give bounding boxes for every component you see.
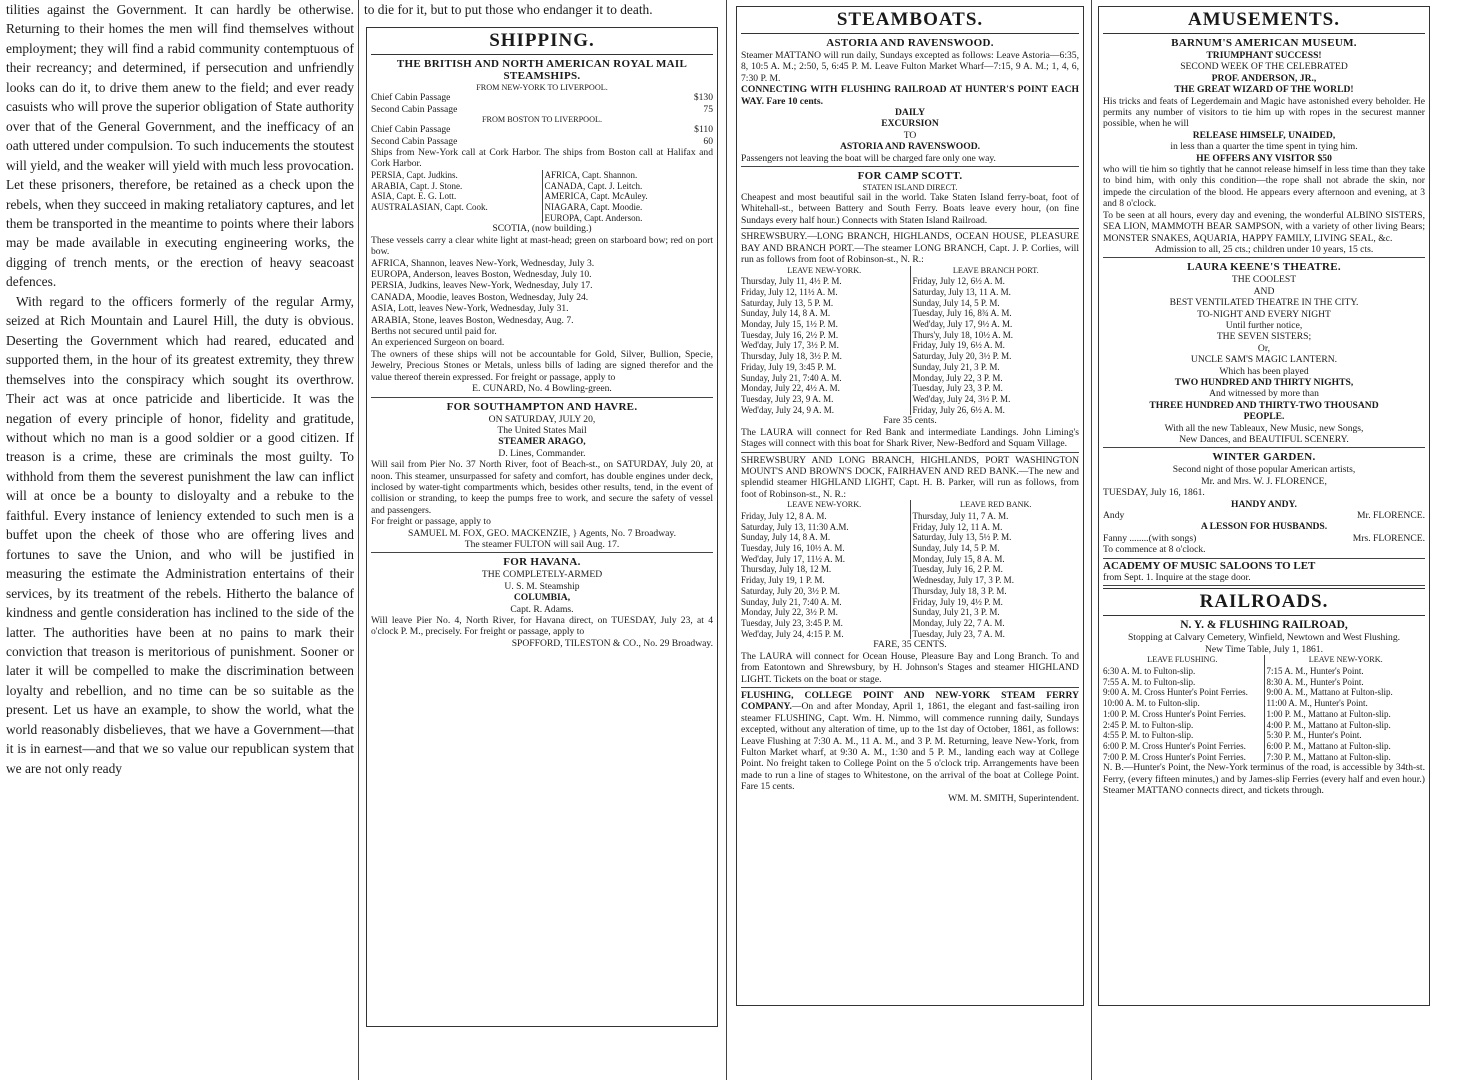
- timetable-row: Monday, July 22, 3 P. M.: [912, 372, 1003, 383]
- keene-line: AND: [1253, 285, 1275, 297]
- keene-dances: New Dances, and BEAUTIFUL SCENERY.: [1179, 434, 1349, 445]
- timetable-row: Sunday, July 21, 3 P. M.: [912, 607, 1000, 618]
- havana-ad: [371, 556, 713, 649]
- timetable-row: Saturday, July 20, 3½ P. M.: [741, 585, 840, 596]
- timetable-row: Tuesday, July 23, 3 P. M.: [912, 383, 1003, 394]
- timetable-row: Sunday, July 21, 3 P. M.: [912, 361, 1000, 372]
- astoria-daily: DAILY: [894, 107, 926, 119]
- winter-garden-ad: [1103, 451, 1425, 558]
- flushing-body: —On and after Monday, April 1, 1861, the elegant and fast-sailing iron steamer FLUSHING, Capt. Wm. H. Nimmo, will commence running daily, Sundays excepted, without any alteration of time, up to the 1st day of October, 1861, as follows: Leave Flushing at 7:30 A. M., 11 A. M., and 3 P. M. Returning, leave New-York, from Fulton Market wharf, at 9:30 A. M., 1:30 and 5 P. M., landing each way at College Point. No freight taken to College Point on the 5 o'clock trip. Arrangements have been made to run a line of stages to Whitestone, on the arrival of the boat at College Point. Fare 15 cents.: [741, 701, 1079, 793]
- keene-line: THREE HUNDRED AND THIRTY-TWO THOUSAND: [1149, 399, 1379, 411]
- fare-row: Chief Cabin Passage $110: [371, 124, 713, 136]
- keene-line: UNCLE SAM'S MAGIC LANTERN.: [1190, 354, 1338, 366]
- cunard-ad: [371, 58, 713, 397]
- havana-line: THE COMPLETELY-ARMED: [481, 569, 603, 581]
- shrewsbury-ad: [741, 231, 1079, 452]
- timetable-row: Sunday, July 21, 7:40 A. M.: [741, 372, 842, 383]
- timetable-row: Wed'day, July 24, 9 A. M.: [741, 404, 835, 415]
- fare-row: Chief Cabin Passage $130: [371, 92, 713, 104]
- flushing-railroad-ad: [1103, 619, 1425, 796]
- scotia-note: SCOTIA, (now building.): [492, 223, 592, 235]
- railroad-stops: Stopping at Calvary Cemetery, Winfield, Newtown and West Flushing.: [1127, 632, 1401, 644]
- winter-line: TUESDAY, July 16, 1861.: [1103, 487, 1205, 499]
- timetable-row: Friday, July 26, 6½ A. M.: [912, 404, 1005, 415]
- barnum-ad: [1103, 37, 1425, 258]
- keene-line: THE SEVEN SISTERS;: [1216, 331, 1312, 343]
- timetable-row: Friday, July 12, 6½ A. M.: [912, 276, 1005, 287]
- cunard-sign: E. CUNARD, No. 4 Bowling-green.: [472, 383, 612, 395]
- railroad-table: New Time Table, July 1, 1861.: [1204, 643, 1323, 655]
- cunard-body: EUROPA, Anderson, leaves Boston, Wednesday, July 10.: [371, 269, 592, 281]
- barnum-quarter: in less than a quarter the time spent in tying him.: [1170, 141, 1358, 153]
- keene-line: THE COOLEST: [1231, 274, 1297, 286]
- timetable-header: LEAVE RED BANK.: [960, 500, 1032, 510]
- timetable-row: Friday, July 12, 11½ A. M.: [741, 286, 838, 297]
- amusements-column: [1094, 0, 1434, 1080]
- timetable-row: Friday, July 19, 1 P. M.: [741, 575, 825, 586]
- editorial-paragraph-1: tilities against the Government. It can hardly be otherwise. Returning to their homes the men will find themselves without employment; they will find a rabid community contemptuous of their recreancy; and determined, if persecution and unfriendly looks can do it, to drive them anew to the field; and ever ready casuists who will prove the superior obligation of State authority over that of the General Government, and the inefficacy of an oath uttered under compulsion. To such inducements the stoutest will yield, and the weaker will yield with much less provocation. Let these prisoners, therefore, be retained as a check upon the rebels, when they succeed in making retaliatory captures, and let them be transported in the meantime to points where their labors may be made available in executing engineering works, the digging of trench ments, or the erection of heavy seacoast defences.: [6, 2, 354, 290]
- havre-title: FOR SOUTHAMPTON AND HAVRE.: [446, 400, 638, 413]
- editorial-continuation: to die for it, but to put those who endanger it to death.: [364, 2, 653, 17]
- winter-line: Second night of those popular American artists,: [1172, 464, 1356, 476]
- timetable-row: Saturday, July 13, 5 P. M.: [741, 297, 834, 308]
- keene-line: Which has been played: [1219, 365, 1309, 377]
- cunard-body: PERSIA, Judkins, leaves New-York, Wednesday, July 17.: [371, 280, 593, 292]
- ship-name: AUSTRALASIAN, Capt. Cook.: [371, 202, 488, 212]
- barnum-offers: HE OFFERS ANY VISITOR $50: [1196, 152, 1332, 164]
- keene-line: PEOPLE.: [1243, 411, 1285, 423]
- keene-line: TO-NIGHT AND EVERY NIGHT: [1197, 308, 1331, 320]
- astoria-title: ASTORIA AND RAVENSWOOD.: [826, 37, 994, 49]
- keene-line: Until further notice,: [1225, 319, 1303, 331]
- railroad-note: N. B.—Hunter's Point, the New-York terminus of the road, is accessible by 34th-st. Ferry, (every fifteen minutes,) and by James-slip Ferries (every half and even hour.) Steamer MATTANO connects direct, and tickets through.: [1103, 762, 1425, 797]
- timetable-row: 6:00 P. M. Cross Hunter's Point Ferries.: [1103, 740, 1246, 751]
- havana-sign: SPOFFORD, TILESTON & CO., No. 29 Broadway.: [511, 637, 713, 649]
- cunard-body: These vessels carry a clear white light at mast-head; green on starboard bow; red on port bow.: [371, 234, 713, 258]
- barnum-body-2: who will tie him so tightly that he cannot release himself in less time than they take to bind him, with only this condition—the rope shall not abrade the skin, nor impede the circulation of the blood. He appears every afternoon and evening, at 3 and 8 o'clock.: [1103, 164, 1425, 210]
- railroads-heading: RAILROADS.: [1103, 588, 1425, 616]
- timetable-row: 1:00 P. M. Cross Hunter's Point Ferries.: [1103, 708, 1246, 719]
- havre-line: STEAMER ARAGO,: [498, 436, 586, 448]
- timetable-row: Tuesday, July 16, 2 P. M.: [912, 564, 1003, 575]
- timetable-row: 7:00 P. M. Cross Hunter's Point Ferries.: [1103, 751, 1246, 762]
- timetable-row: Monday, July 15, 1½ P. M.: [741, 319, 838, 330]
- ship-name: AMERICA, Capt. McAuley.: [544, 191, 648, 202]
- timetable-row: Monday, July 15, 8 A. M.: [912, 553, 1005, 564]
- camp-scott-ad: [741, 170, 1079, 229]
- timetable-row: 8:30 A. M., Hunter's Point.: [1266, 676, 1364, 687]
- cunard-body: The owners of these ships will not be accountable for Gold, Silver, Bullion, Specie, Jewelry, Precious Stones or Metals, unless bills of lading are signed therefor and the value thereof therein expressed. For freight or passage, apply to: [371, 348, 713, 383]
- keene-line: Or,: [1257, 342, 1271, 354]
- timetable-row: Tuesday, July 23, 3:45 P. M.: [741, 617, 843, 628]
- timetable-row: 7:30 P. M., Mattano at Fulton-slip.: [1266, 751, 1391, 762]
- timetable-row: Saturday, July 13, 5½ P. M.: [912, 532, 1012, 543]
- timetable-row: Saturday, July 13, 11 A. M.: [912, 286, 1011, 297]
- cunard-route-2: FROM BOSTON TO LIVERPOOL.: [481, 115, 603, 125]
- timetable-row: Tuesday, July 16, 2½ P. M.: [741, 329, 839, 340]
- winter-line: Mr. and Mrs. W. J. FLORENCE,: [1201, 475, 1327, 487]
- timetable-row: Wed'day, July 17, 3½ P. M.: [741, 340, 839, 351]
- shipping-section: [366, 27, 718, 1027]
- cunard-title: THE BRITISH AND NORTH AMERICAN ROYAL MAIL STEAMSHIPS.: [396, 58, 688, 83]
- timetable-row: 2:45 P. M. to Fulton-slip.: [1103, 719, 1194, 730]
- havre-agents: SAMUEL M. FOX, GEO. MACKENZIE, } Agents, No. 7 Broadway.: [408, 527, 676, 539]
- timetable-row: 11:00 A. M., Hunter's Point.: [1266, 698, 1368, 709]
- havre-line: ON SATURDAY, JULY 20,: [488, 413, 596, 425]
- timetable-row: Sunday, July 21, 7:40 A. M.: [741, 596, 842, 607]
- shrewsbury-timetable: [741, 266, 1079, 416]
- shrewsbury-title: SHREWSBURY.—LONG BRANCH, HIGHLANDS, OCEAN HOUSE, PLEASURE BAY AND BRANCH PORT.—The steamer LONG BRANCH, Capt. J. P. Corlies, will run as follows from foot of Robinson-st., N. R.:: [741, 231, 1079, 266]
- timetable-row: Thursday, July 18, 12 M.: [741, 564, 832, 575]
- amusements-section: [1098, 6, 1430, 1006]
- timetable-row: 5:30 P. M., Hunter's Point.: [1266, 730, 1362, 741]
- barnum-release: RELEASE HIMSELF, UNAIDED,: [1192, 129, 1336, 141]
- shrewsbury-note: The LAURA will connect for Red Bank and intermediate Landings. John Liming's Stages will connect with this boat for Shark River, New-Bedford and Squam Village.: [741, 426, 1079, 450]
- laura-keene-ad: [1103, 261, 1425, 448]
- havre-line: The United States Mail: [497, 424, 587, 436]
- railroad-title: N. Y. & FLUSHING RAILROAD,: [1180, 619, 1348, 632]
- steamboats-column: [732, 0, 1088, 1080]
- cunard-fleet: [371, 170, 713, 224]
- winter-line: To commence at 8 o'clock.: [1103, 544, 1206, 556]
- academy-ad: [1103, 561, 1425, 587]
- astoria-excursion: EXCURSION: [881, 118, 939, 130]
- barnum-body-1: His tricks and feats of Legerdemain and Magic have astonished every beholder. He permits any number of visitors to tie him up with ropes in the securest manner possible, when he will: [1103, 95, 1425, 130]
- ship-name: ARABIA, Capt. J. Stone.: [371, 180, 463, 191]
- camp-body: Cheapest and most beautiful sail in the world. Take Staten Island ferry-boat, foot of Whitehall-st., between Battery and South Ferry. Boats leave every hour, (on fine Sundays every half hour.) Connects with Staten Island Railroad.: [741, 192, 1079, 226]
- cunard-body: An experienced Surgeon on board.: [371, 337, 505, 349]
- timetable-header: LEAVE BRANCH PORT.: [952, 265, 1039, 275]
- amusements-heading: AMUSEMENTS.: [1103, 9, 1425, 34]
- timetable-row: 9:00 A. M., Mattano at Fulton-slip.: [1266, 687, 1393, 698]
- astoria-connect: CONNECTING WITH FLUSHING RAILROAD AT HUNTER'S POINT EACH WAY. Fare 10 cents.: [741, 84, 1079, 107]
- flushing-sign: WM. M. SMITH, Superintendent.: [948, 792, 1079, 804]
- timetable-row: Sunday, July 14, 8 A. M.: [741, 308, 831, 319]
- astoria-to: TO: [903, 129, 917, 141]
- ship-name: AFRICA, Capt. Shannon.: [544, 169, 638, 180]
- timetable-row: Monday, July 22, 7 A. M.: [912, 617, 1005, 628]
- timetable-row: 10:00 A. M. to Fulton-slip.: [1103, 698, 1200, 709]
- timetable-row: Friday, July 19, 6½ A. M.: [912, 340, 1005, 351]
- ship-name: CANADA, Capt. J. Leitch.: [544, 180, 643, 191]
- havana-body: Will leave Pier No. 4, North River, for Havana direct, on TUESDAY, July 23, at 4 o'clock P. M., precisely. For freight or passage, apply to: [371, 615, 713, 638]
- barnum-body-3: To be seen at all hours, every day and evening, the wonderful ALBINO SISTERS, SEA LION, MAMMOTH BEAR SAMPSON, with a variety of other living Bears; MONSTER SNAKES, AQUARIA, HAPPY FAMILY, LIVING SEAL, &c.: [1103, 209, 1425, 244]
- timetable-row: Thurs'y, July 18, 10½ A. M.: [912, 329, 1014, 340]
- timetable-row: Thursday, July 11, 4½ P. M.: [741, 276, 842, 287]
- timetable-row: Tuesday, July 16, 10½ A. M.: [741, 543, 845, 553]
- railroad-timetable: [1103, 655, 1425, 762]
- timetable-row: 6:00 P. M., Mattano at Fulton-slip.: [1266, 740, 1391, 751]
- keene-line: BEST VENTILATED THEATRE IN THE CITY.: [1169, 297, 1359, 309]
- shipping-column: [362, 0, 722, 1080]
- column-rule: [726, 0, 727, 1080]
- cunard-body: ASIA, Lott, leaves New-York, Wednesday, July 31.: [371, 303, 569, 315]
- timetable-row: Monday, July 22, 3½ P. M.: [741, 607, 838, 618]
- timetable-row: Wed'day, July 17, 9½ A. M.: [912, 319, 1013, 330]
- barnum-line: SECOND WEEK OF THE CELEBRATED: [1180, 61, 1348, 73]
- timetable-row: Tuesday, July 16, 8¾ A. M.: [912, 308, 1012, 319]
- havre-ad: [371, 401, 713, 554]
- astoria-note: Passengers not leaving the boat will be charged fare only one way.: [741, 152, 996, 164]
- timetable-header: LEAVE NEW-YORK.: [787, 265, 862, 275]
- timetable-row: 7:15 A. M., Hunter's Point.: [1266, 665, 1364, 676]
- keene-line: And witnessed by more than: [1209, 388, 1319, 400]
- cunard-body: AFRICA, Shannon, leaves New-York, Wednesday, July 3.: [371, 257, 595, 269]
- timetable-row: 7:55 A. M. to Fulton-slip.: [1103, 676, 1196, 687]
- timetable-row: Friday, July 19, 3:45 P. M.: [741, 361, 837, 372]
- havre-apply: For freight or passage, apply to: [371, 516, 491, 528]
- winter-line: HANDY ANDY.: [1231, 498, 1297, 510]
- havre-body: Will sail from Pier No. 37 North River, foot of Beach-st., on SATURDAY, July 20, at noon. This steamer, unsurpassed for safety and comfort, has double engines under deck, inclosed by water-tight compartments which, besides other results, tend, in the event of collision or stranding, to keep the pumps free to work, and secure the safety of vessel and passengers.: [371, 459, 713, 516]
- havana-line: U. S. M. Steamship: [504, 580, 580, 592]
- timetable-row: 4:55 P. M. to Fulton-slip.: [1103, 730, 1194, 741]
- barnum-title: BARNUM'S AMERICAN MUSEUM.: [1171, 37, 1357, 49]
- shrewsbury-fare: Fare 35 cents.: [883, 415, 937, 427]
- shipping-heading: SHIPPING.: [371, 30, 713, 55]
- ship-name: EUROPA, Capt. Anderson.: [544, 212, 643, 223]
- highlands-fare: FARE, 35 CENTS.: [873, 639, 947, 651]
- timetable-row: Wed'day, July 17, 11½ A. M.: [741, 553, 845, 564]
- timetable-row: 4:00 P. M., Mattano at Fulton-slip.: [1266, 719, 1391, 730]
- havana-line: COLUMBIA,: [513, 592, 571, 604]
- timetable-row: Thursday, July 18, 3 P. M.: [912, 585, 1007, 596]
- astoria-dest: ASTORIA AND RAVENSWOOD.: [839, 141, 981, 153]
- highlands-note: The LAURA will connect for Ocean House, Pleasure Bay and Long Branch. To and from Eatontown and Shrewsbury, by H. Johnson's Stages and steamer HIGHLAND LIGHT. Tickets on the boat or stage.: [741, 650, 1079, 685]
- astoria-body: Steamer MATTANO will run daily, Sundays excepted as follows: Leave Astoria—6:35, 8, 10:5 A. M.; 2:50, 5, 6:45 P. M. Leave Fulton Market Wharf—7:15, 9 A. M.; 1, 4, 6, 7:30 P. M.: [741, 50, 1079, 84]
- astoria-ad: [741, 37, 1079, 167]
- editorial-paragraph-2: With regard to the officers formerly of the regular Army, seized at Rich Mountain and Laurel Hill, the duty is obvious. Deserting the Government which had reared, educated and supported them, in the hour of its greatest extremity, they threw themselves into the conspiracy which sought its overthrow. Their act was at once patricide and liberticide. It was the negation of every principle of honor, fidelity and gratitude, without which no man is a good soldier or a good citizen. If treason is a crime, these are criminals the most guilty. To withhold from them the severest punishment the law can inflict will at once be a bounty to disloyalty and a rebuke to the faithful. Every instance of leniency extended to such men is a buffet upon the cheek of those who are offering lives and fortunes to save the Union, and who will be justified in measuring the estimate the Administration entertains of their services, by its treatment of the rebels. Hitherto the balance of kindness and gentle consideration has inclined to the side of the latter. The authorities have been at no pains to mark their conviction that treason is meritorious of punishment. Sooner or later it will be compelled to make the discrimination between loyalty and rebellion, and no time can be so suitable as the present. Let us have an example, to show the world, what the world reasonably disbelieves, that we have a Government—that it is in earnest—and that we so value our republican system that we are not only ready: [6, 293, 354, 776]
- editorial-column: [4, 0, 356, 1080]
- highlands-title: SHREWSBURY AND LONG BRANCH, HIGHLANDS, PORT WASHINGTON MOUNT'S AND BROWN'S DOCK, FAIRHAVEN AND RED BANK.—The new and splendid steamer HIGHLAND LIGHT, Capt. H. B. Parker, will run as follows, from foot of Robinson-st., N. R.:: [741, 454, 1079, 500]
- camp-title: FOR CAMP SCOTT.: [857, 170, 963, 183]
- barnum-admission: Admission to all, 25 cts.; children under 10 years, 15 cts.: [1154, 243, 1374, 255]
- timetable-row: 6:30 A. M. to Fulton-slip.: [1103, 665, 1196, 676]
- timetable-row: Wed'day, July 24, 4:15 P. M.: [741, 628, 844, 639]
- cunard-body: CANADA, Moodie, leaves Boston, Wednesday, July 24.: [371, 291, 589, 303]
- timetable-row: Monday, July 22, 4½ A. M.: [741, 383, 840, 394]
- camp-sub: STATEN ISLAND DIRECT.: [862, 183, 958, 193]
- timetable-row: Saturday, July 13, 11:30 A.M.: [741, 521, 849, 532]
- havana-line: Capt. R. Adams.: [510, 603, 574, 615]
- ship-name: NIAGARA, Capt. Moodie.: [544, 202, 643, 212]
- cunard-route-1: FROM NEW-YORK TO LIVERPOOL.: [476, 83, 608, 93]
- cunard-intro: Ships from New-York call at Cork Harbor. The ships from Boston call at Halifax and Cork Harbor.: [371, 147, 713, 170]
- keene-title: LAURA KEENE'S THEATRE.: [1187, 261, 1341, 274]
- flushing-ferry-ad: [741, 690, 1079, 804]
- column-rule: [1091, 0, 1092, 1080]
- highland-light-ad: [741, 455, 1079, 688]
- timetable-row: Tuesday, July 23, 9 A. M.: [741, 393, 834, 404]
- barnum-line: THE GREAT WIZARD OF THE WORLD!: [1174, 84, 1354, 96]
- steamboats-section: [736, 6, 1084, 1006]
- havre-line: D. Lines, Commander.: [498, 447, 586, 459]
- barnum-line: TRIUMPHANT SUCCESS!: [1206, 50, 1322, 61]
- timetable-row: Friday, July 19, 4½ P. M.: [912, 596, 1003, 607]
- flushing-title: FLUSHING, COLLEGE POINT AND NEW-YORK STEAM FERRY COMPANY.: [741, 689, 1079, 713]
- timetable-row: Sunday, July 14, 5 P. M.: [912, 297, 1000, 308]
- fare-row: Second Cabin Passage 75: [371, 103, 713, 115]
- cast-row: Andy Mr. FLORENCE.: [1103, 510, 1425, 522]
- academy-body: from Sept. 1. Inquire at the stage door.: [1103, 572, 1251, 584]
- timetable-row: Sunday, July 14, 5 P. M.: [912, 543, 1000, 553]
- timetable-row: Tuesday, July 23, 7 A. M.: [912, 628, 1005, 639]
- fare-row: Second Cabin Passage 60: [371, 135, 713, 147]
- timetable-row: Wed'day, July 24, 3½ P. M.: [912, 393, 1011, 404]
- timetable-row: Friday, July 12, 11 A. M.: [912, 521, 1003, 532]
- havana-title: FOR HAVANA.: [503, 556, 581, 569]
- havre-fulton: The steamer FULTON will sail Aug. 17.: [464, 538, 620, 550]
- timetable-row: Thursday, July 11, 7 A. M.: [912, 510, 1009, 521]
- timetable-header: LEAVE NEW-YORK.: [1308, 655, 1383, 665]
- academy-title: ACADEMY OF MUSIC SALOONS TO LET: [1103, 559, 1316, 572]
- keene-tableaux: With all the new Tableaux, New Music, new Songs,: [1164, 422, 1364, 434]
- cast-row: Fanny ........(with songs) Mrs. FLORENCE.: [1103, 532, 1425, 544]
- timetable-row: 1:00 P. M., Mattano at Fulton-slip.: [1266, 708, 1391, 719]
- ship-name: ASIA, Capt. E. G. Lott.: [371, 191, 457, 202]
- cunard-body: Berths not secured until paid for.: [371, 326, 497, 338]
- cunard-body: ARABIA, Stone, leaves Boston, Wednesday, Aug. 7.: [371, 314, 574, 326]
- timetable-row: Sunday, July 14, 8 A. M.: [741, 532, 831, 543]
- timetable-header: LEAVE NEW-YORK.: [787, 500, 862, 510]
- timetable-row: Friday, July 12, 8 A. M.: [741, 510, 827, 521]
- timetable-row: Thursday, July 18, 3½ P. M.: [741, 351, 842, 362]
- barnum-line: PROF. ANDERSON, JR.,: [1211, 72, 1317, 84]
- steamboats-heading: STEAMBOATS.: [741, 9, 1079, 34]
- timetable-row: Saturday, July 20, 3½ P. M.: [912, 351, 1012, 362]
- winter-line: A LESSON FOR HUSBANDS.: [1200, 521, 1328, 533]
- timetable-row: 9:00 A. M. Cross Hunter's Point Ferries.: [1103, 687, 1248, 698]
- keene-line: TWO HUNDRED AND THIRTY NIGHTS,: [1174, 376, 1354, 388]
- timetable-header: LEAVE FLUSHING.: [1147, 655, 1218, 665]
- column-rule: [358, 0, 359, 1080]
- highlands-timetable: [741, 500, 1079, 639]
- winter-title: WINTER GARDEN.: [1212, 451, 1316, 464]
- ship-name: PERSIA, Capt. Judkins.: [371, 169, 458, 180]
- timetable-row: Wednesday, July 17, 3 P. M.: [912, 575, 1014, 586]
